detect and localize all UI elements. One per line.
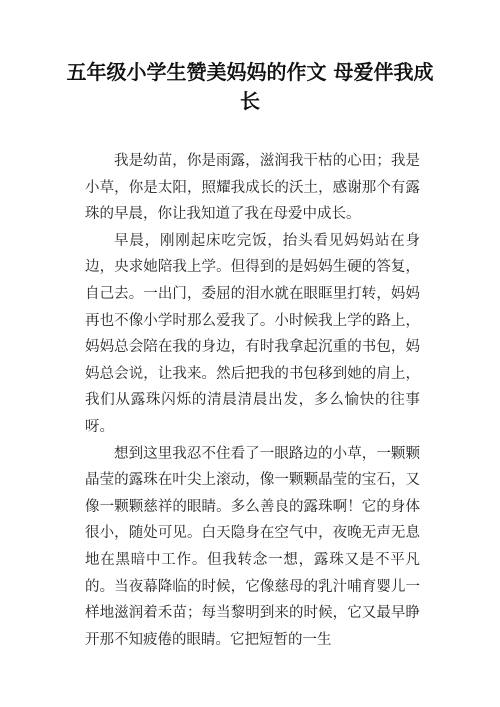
paragraph-3: 想到这里我忍不住看了一眼路边的小草，一颗颗晶莹的露珠在叶尖上滚动，像一颗颗晶莹的宝石，又像一颗颗慈祥的眼睛。多么善良的露珠啊！它的身体很小，随处可见。白天隐身在空气中，夜晚无声无息地在黑暗中工作。但我转念一想，露珠又是不平凡的。当夜幕降临的时候，它像慈母的乳汁哺育婴儿一样地滋润着禾苗；每当黎明到来的时候，它又最早睁开那不知疲倦的眼睛。它把短暂的一生 <box>85 445 420 648</box>
paragraph-2: 早晨，刚刚起床吃完饭，抬头看见妈妈站在身边，央求她陪我上学。但得到的是妈妈生硬的答复，自己去。一出门，委屈的泪水就在眼眶里打转，妈妈再也不像小学时那么爱我了。小时候我上学的路上，妈妈总会陪在我的身边，有时我拿起沉重的书包，妈妈总会说，让我来。然后把我的书包移到她的肩上，我们从露珠闪烁的清晨清晨出发，多么愉快的往事呀。 <box>85 232 420 435</box>
document-body <box>85 148 420 653</box>
paragraph-1: 我是幼苗，你是雨露，滋润我干枯的心田；我是小草，你是太阳，照耀我成长的沃土，感谢那个有露珠的早晨，你让我知道了我在母爱中成长。 <box>85 153 420 223</box>
document-title: 五年级小学生赞美妈妈的作文 母爱伴我成长 <box>66 60 434 113</box>
